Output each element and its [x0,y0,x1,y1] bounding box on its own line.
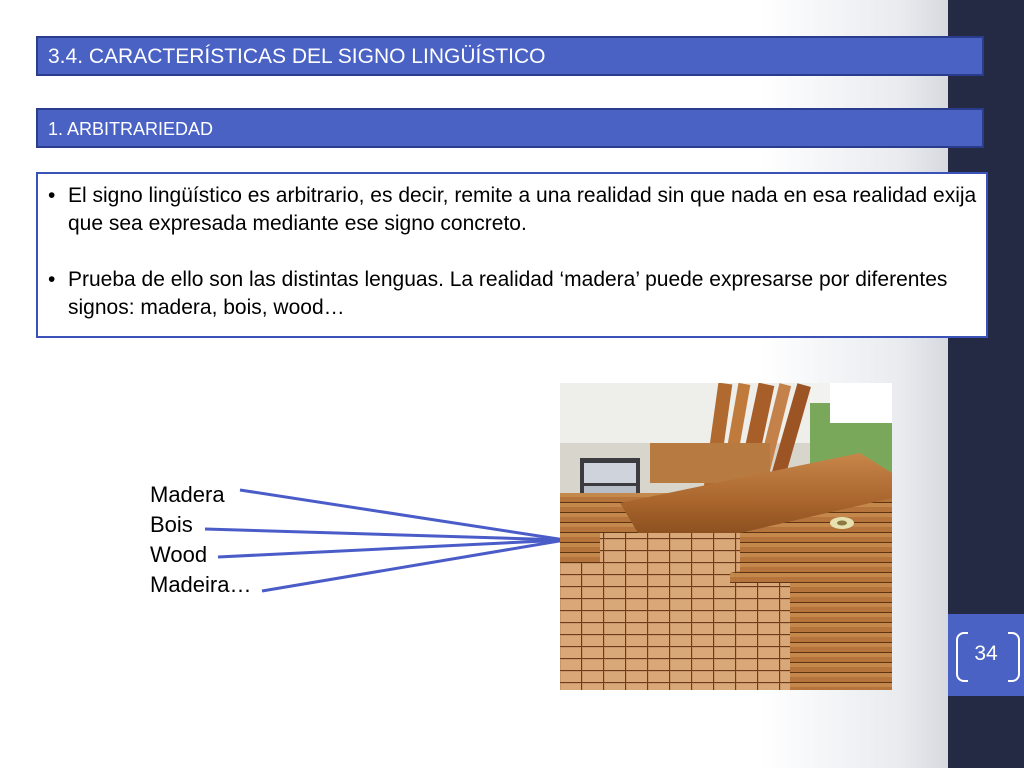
lumber-illustration [560,383,892,690]
word-label: Wood [150,542,208,567]
bullet-item [46,182,978,238]
content-box [36,172,988,338]
right-bracket-decoration [1008,632,1020,682]
word-label-list [150,480,251,600]
page-number-badge [948,614,1024,696]
section-heading: 1. ARBITRARIEDAD [36,108,984,148]
word-label: Bois [150,512,193,537]
connector-line [240,490,565,540]
bullet-marker: • [48,184,56,207]
connector-line [262,540,565,591]
bullet-marker: • [48,268,56,291]
word-label: Madera [150,482,225,507]
word-label: Madeira… [150,572,252,597]
connector-line [218,540,565,557]
connector-line [205,529,565,540]
lumber-stack-photo [560,383,892,690]
slide-title: 3.4. CARACTERÍSTICAS DEL SIGNO LINGÜÍSTICO [36,36,984,76]
page-number: 34 [974,642,998,665]
bullet-text: Prueba de ello son las distintas lenguas. La realidad ‘madera’ puede expresarse por diferentes signos: madera, bois, wood… [68,268,948,319]
bullet-text: El signo lingüístico es arbitrario, es decir, remite a una realidad sin que nada en esa realidad exija que sea expresada mediante ese signo concreto. [68,184,977,235]
bullet-item [46,266,978,322]
